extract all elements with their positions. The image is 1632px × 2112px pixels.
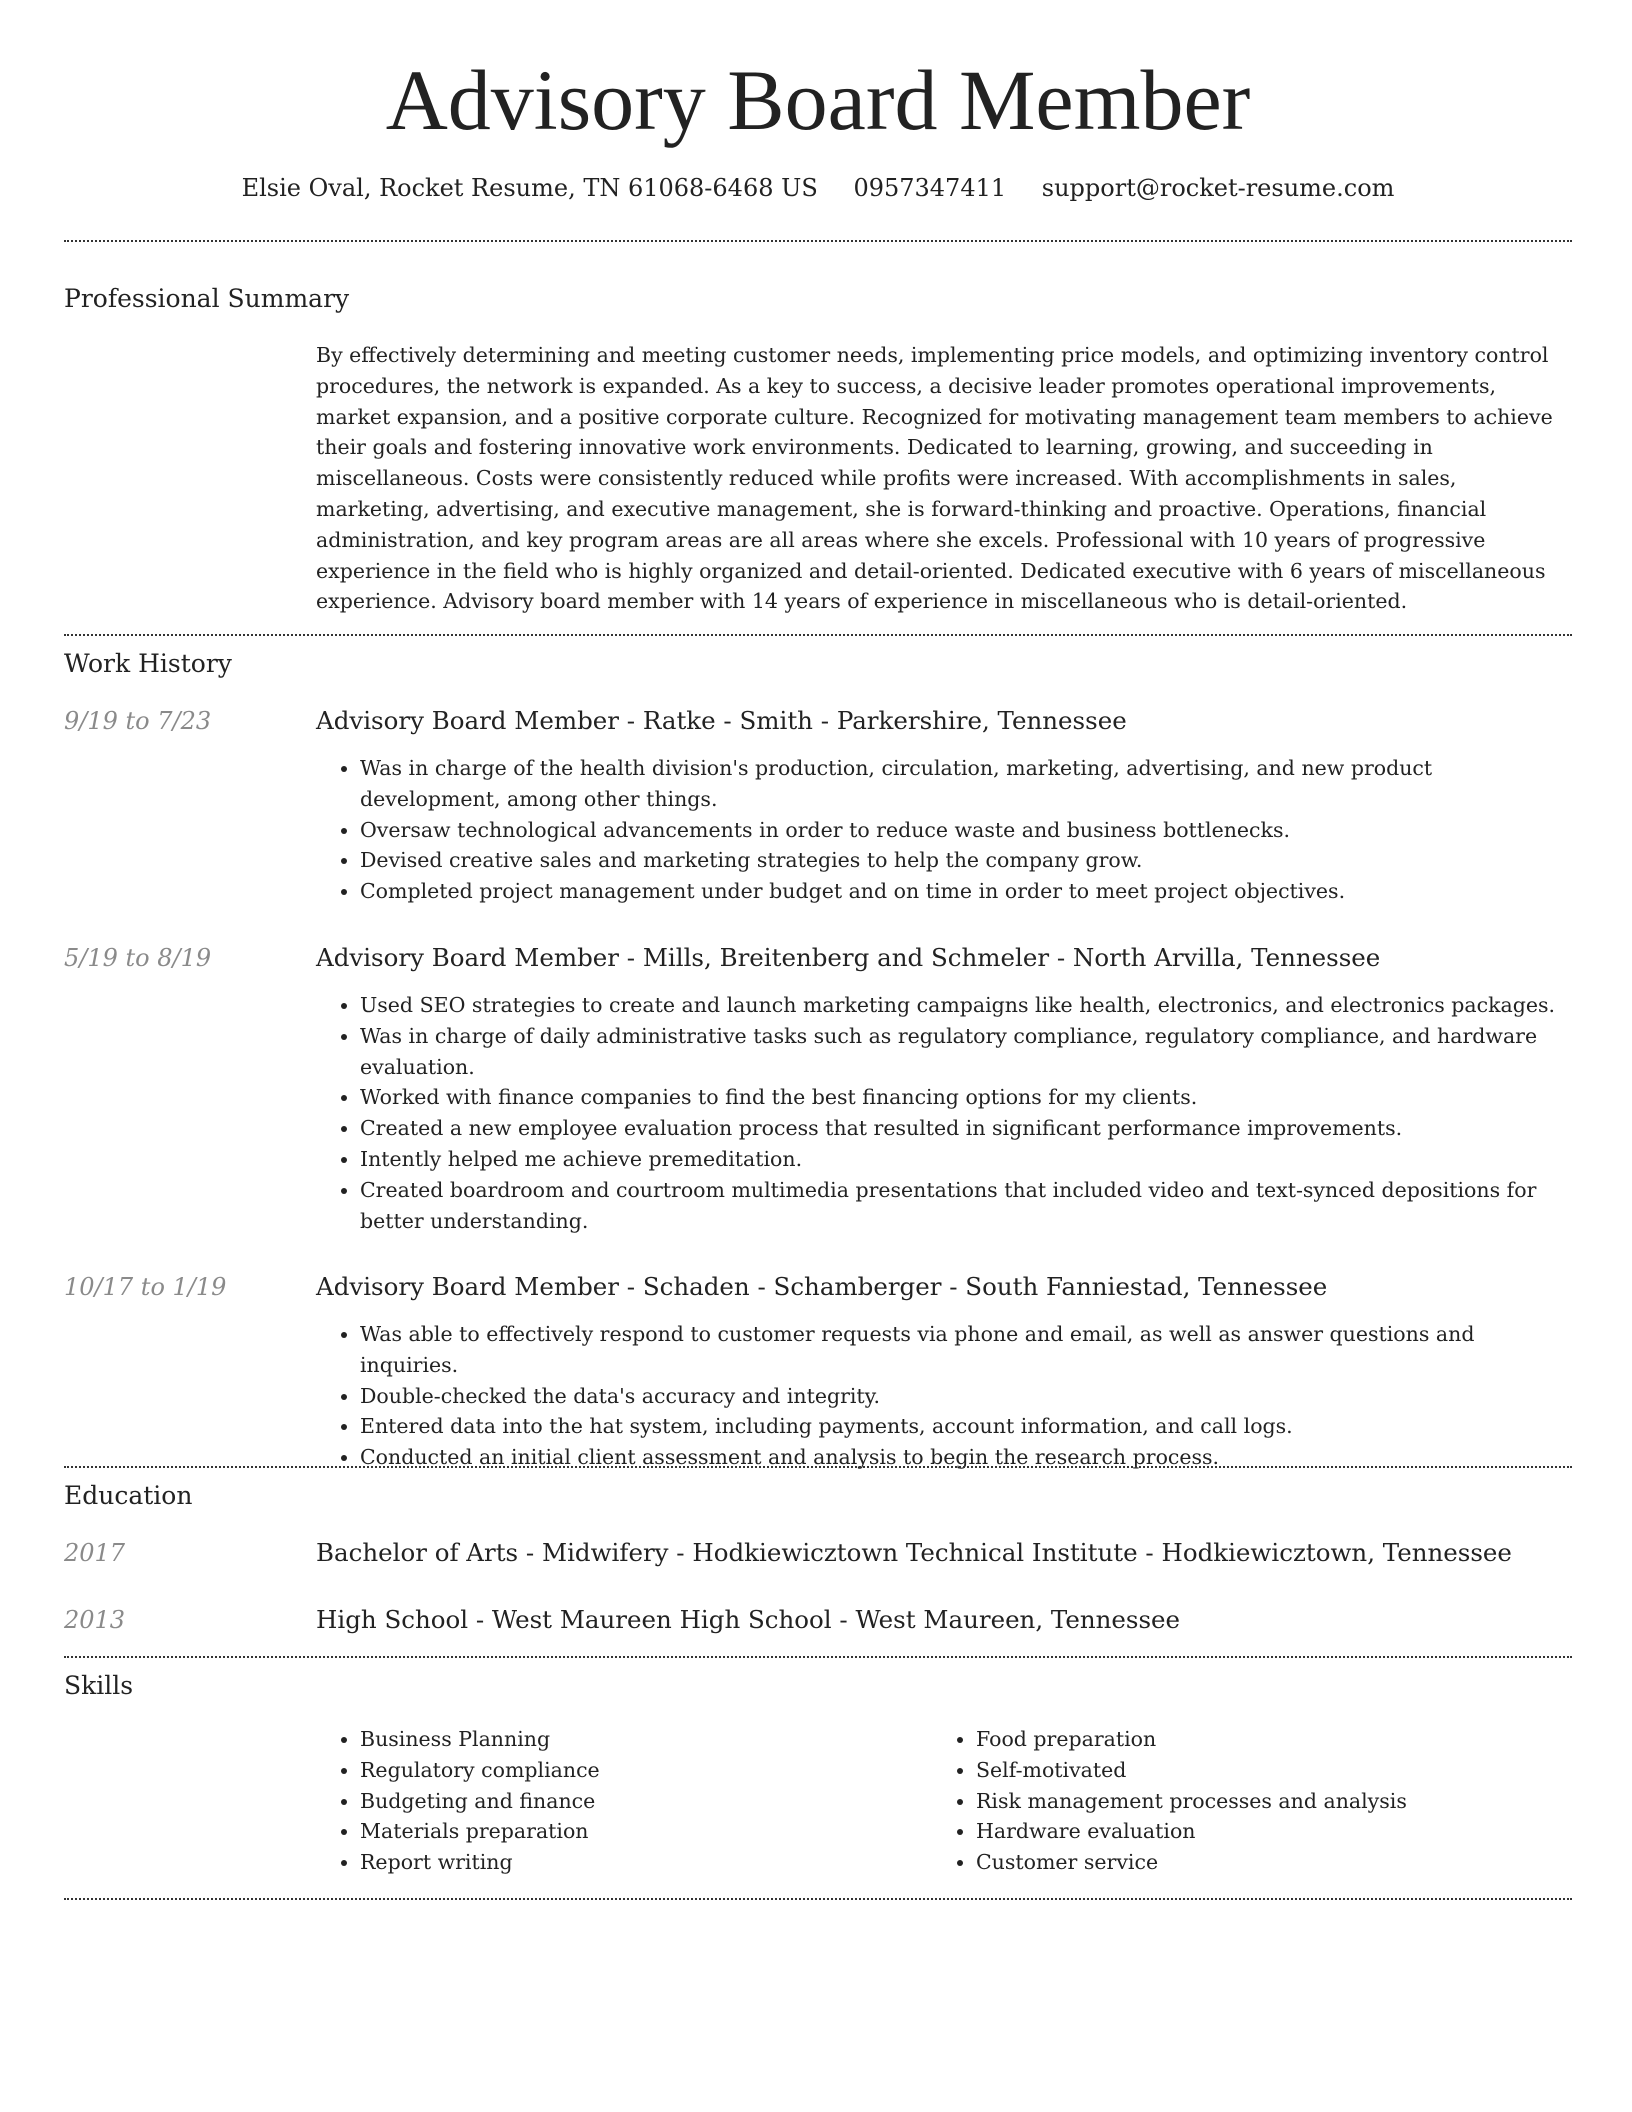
skill-item: • Self-motivated bbox=[976, 1755, 1572, 1786]
job-bullets bbox=[316, 753, 1572, 907]
list-item: • Was in charge of the health division's production, circulation, marketing, advertising, and new product development, among other things. bbox=[360, 753, 1572, 815]
divider bbox=[64, 1656, 1572, 1658]
contact-email: support@rocket-resume.com bbox=[1041, 174, 1395, 202]
section-title-summary: Professional Summary bbox=[64, 284, 350, 313]
job-dates: 5/19 to 8/19 bbox=[64, 944, 212, 972]
section-title-education: Education bbox=[64, 1481, 193, 1510]
education-entry bbox=[316, 1604, 1572, 1636]
list-item: • Used SEO strategies to create and launch marketing campaigns like health, electronics, and electronics packages. bbox=[360, 990, 1572, 1021]
resume-name: Advisory Board Member bbox=[385, 52, 1251, 148]
section-title-skills: Skills bbox=[64, 1671, 134, 1700]
list-item: • Conducted an initial client assessment and analysis to begin the research process. bbox=[360, 1442, 1572, 1473]
education-entry bbox=[316, 1537, 1572, 1569]
job-bullets bbox=[316, 1319, 1572, 1473]
skills-column-right bbox=[932, 1724, 1572, 1878]
list-item: • Completed project management under budget and on time in order to meet project objectives. bbox=[360, 876, 1572, 907]
job-heading: Advisory Board Member - Mills, Breitenberg and Schmeler - North Arvilla, Tennessee bbox=[316, 943, 1381, 972]
list-item: • Intently helped me achieve premeditation. bbox=[360, 1144, 1572, 1175]
list-item: • Was able to effectively respond to customer requests via phone and email, as well as answer questions and inquiries. bbox=[360, 1319, 1572, 1381]
job-heading: Advisory Board Member - Ratke - Smith - Parkershire, Tennessee bbox=[316, 706, 1127, 735]
skill-item: • Materials preparation bbox=[360, 1816, 916, 1847]
contact-address: Elsie Oval, Rocket Resume, TN 61068-6468 US bbox=[241, 174, 818, 202]
skill-item: • Risk management processes and analysis bbox=[976, 1786, 1572, 1817]
list-item: • Was in charge of daily administrative tasks such as regulatory compliance, regulatory compliance, and hardware evaluation. bbox=[360, 1021, 1572, 1083]
contact-line bbox=[64, 172, 1572, 204]
divider bbox=[64, 634, 1572, 636]
list-item: • Created boardroom and courtroom multimedia presentations that included video and text-synced depositions for better understanding. bbox=[360, 1175, 1572, 1237]
divider bbox=[64, 1466, 1572, 1468]
job-entry bbox=[316, 1271, 1572, 1473]
list-item: • Double-checked the data's accuracy and integrity. bbox=[360, 1381, 1572, 1412]
job-entry bbox=[316, 705, 1572, 907]
list-item: • Entered data into the hat system, including payments, account information, and call logs. bbox=[360, 1411, 1572, 1442]
education-year: 2013 bbox=[64, 1606, 126, 1634]
skill-item: • Hardware evaluation bbox=[976, 1816, 1572, 1847]
job-heading: Advisory Board Member - Schaden - Schamberger - South Fanniestad, Tennessee bbox=[316, 1272, 1328, 1301]
list-item: • Worked with finance companies to find the best financing options for my clients. bbox=[360, 1082, 1572, 1113]
job-dates: 10/17 to 1/19 bbox=[64, 1273, 227, 1301]
summary-text: By effectively determining and meeting customer needs, implementing price models, and optimizing inventory control procedures, the network is expanded. As a key to success, a decisive leader promotes operational improvements, market expansion, and a positive corporate culture. Recognized for motivating management team members to achieve their goals and fostering innovative work environments. Dedicated to learning, growing, and succeeding in miscellaneous. Costs were consistently reduced while profits were increased. With accomplishments in sales, marketing, advertising, and executive management, she is forward-thinking and proactive. Operations, financial administration, and key program areas are all areas where she excels. Professional with 10 years of progressive experience in the field who is highly organized and detail-oriented. Dedicated executive with 6 years of miscellaneous experience. Advisory board member with 14 years of experience in miscellaneous who is detail-oriented. bbox=[316, 343, 1553, 614]
list-item: • Created a new employee evaluation process that resulted in significant performance improvements. bbox=[360, 1113, 1572, 1144]
job-bullets bbox=[316, 990, 1572, 1236]
skill-item: • Budgeting and finance bbox=[360, 1786, 916, 1817]
job-dates: 9/19 to 7/23 bbox=[64, 707, 212, 735]
skill-item: • Customer service bbox=[976, 1847, 1572, 1878]
skills-column-left bbox=[316, 1724, 916, 1878]
list-item: • Devised creative sales and marketing strategies to help the company grow. bbox=[360, 845, 1572, 876]
summary-block bbox=[316, 340, 1572, 617]
job-entry bbox=[316, 942, 1572, 1236]
section-title-work: Work History bbox=[64, 649, 232, 678]
education-heading: High School - West Maureen High School - West Maureen, Tennessee bbox=[316, 1605, 1181, 1634]
divider bbox=[64, 240, 1572, 242]
skill-item: • Business Planning bbox=[360, 1724, 916, 1755]
contact-phone: 0957347411 bbox=[853, 174, 1007, 202]
education-heading: Bachelor of Arts - Midwifery - Hodkiewicztown Technical Institute - Hodkiewicztown, Tennessee bbox=[316, 1538, 1512, 1567]
skills-list bbox=[932, 1724, 1572, 1878]
list-item: • Oversaw technological advancements in order to reduce waste and business bottlenecks. bbox=[360, 815, 1572, 846]
skills-list bbox=[316, 1724, 916, 1878]
education-year: 2017 bbox=[64, 1539, 126, 1567]
divider bbox=[64, 1898, 1572, 1900]
skill-item: • Food preparation bbox=[976, 1724, 1572, 1755]
skill-item: • Report writing bbox=[360, 1847, 916, 1878]
skill-item: • Regulatory compliance bbox=[360, 1755, 916, 1786]
